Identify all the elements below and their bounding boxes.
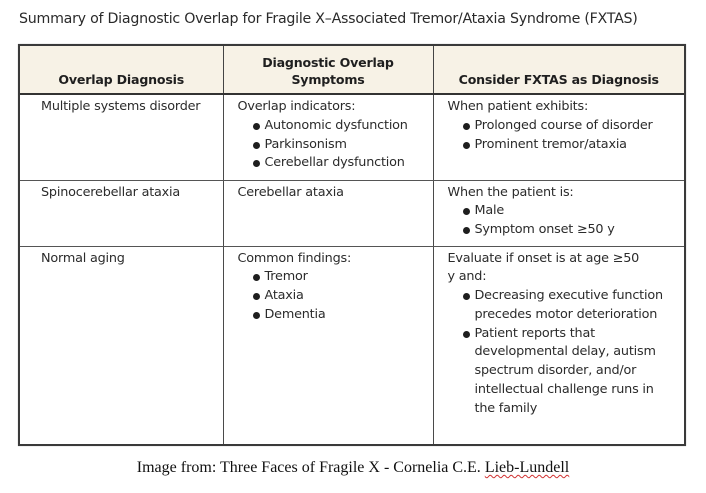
list-item-text: Male bbox=[474, 203, 505, 219]
list-item-text: Patient reports that developmental delay, autism spectrum disorder, and/or intellectual challenge runs in the family bbox=[474, 325, 656, 416]
bullet-icon bbox=[253, 312, 260, 319]
symptoms-intro: Cerebellar ataxia bbox=[237, 184, 344, 200]
list-item bbox=[462, 136, 679, 155]
cell-overlap-diagnosis: Normal aging bbox=[20, 246, 223, 444]
caption-author-surname: Lieb-Lundell bbox=[484, 459, 570, 476]
list-item-text: Dementia bbox=[264, 306, 326, 322]
list-item bbox=[252, 136, 427, 155]
diagnostic-overlap-table bbox=[18, 44, 686, 446]
symptoms-list bbox=[238, 268, 427, 324]
symptoms-list bbox=[238, 117, 427, 173]
consider-intro: When the patient is: bbox=[447, 184, 574, 200]
bullet-icon bbox=[253, 142, 260, 149]
list-item bbox=[462, 221, 679, 240]
bullet-icon bbox=[253, 160, 260, 167]
list-item bbox=[252, 287, 427, 306]
list-item-text: Symptom onset ≥50 y bbox=[474, 222, 615, 238]
bullet-icon bbox=[463, 227, 470, 234]
list-item-text: Decreasing executive function precedes motor deterioration bbox=[474, 288, 663, 322]
column-header-overlap-diagnosis: Overlap Diagnosis bbox=[20, 46, 223, 94]
list-item bbox=[252, 117, 427, 136]
column-header-consider-fxtas: Consider FXTAS as Diagnosis bbox=[433, 46, 684, 94]
document-title: Summary of Diagnostic Overlap for Fragile X–Associated Tremor/Ataxia Syndrome (FXTAS) bbox=[19, 11, 638, 27]
cell-overlap-diagnosis: Spinocerebellar ataxia bbox=[20, 180, 223, 246]
symptoms-intro: Overlap indicators: bbox=[237, 99, 356, 114]
image-source-caption bbox=[0, 459, 706, 477]
table-row bbox=[20, 180, 684, 246]
list-item-text: Cerebellar dysfunction bbox=[264, 155, 405, 171]
table-header-row bbox=[20, 46, 684, 94]
list-item-text: Tremor bbox=[264, 269, 308, 285]
cell-consider-fxtas bbox=[433, 94, 684, 180]
list-item-text: Ataxia bbox=[264, 288, 304, 304]
list-item-text: Autonomic dysfunction bbox=[264, 117, 408, 133]
list-item-text: Prominent tremor/ataxia bbox=[474, 136, 627, 152]
cell-consider-fxtas bbox=[433, 246, 684, 444]
list-item-text: Parkinsonism bbox=[264, 136, 347, 152]
list-item bbox=[462, 117, 679, 136]
caption-text: Image from: Three Faces of Fragile X - Cornelia C.E. bbox=[136, 459, 485, 476]
list-item bbox=[462, 287, 667, 325]
table-row bbox=[20, 94, 684, 180]
consider-list bbox=[448, 202, 679, 240]
column-header-diagnostic-overlap-symptoms: Diagnostic Overlap Symptoms bbox=[223, 46, 433, 94]
cell-overlap-symptoms bbox=[223, 94, 433, 180]
bullet-icon bbox=[463, 331, 470, 338]
cell-overlap-symptoms bbox=[223, 246, 433, 444]
consider-list bbox=[448, 287, 667, 419]
list-item bbox=[252, 306, 427, 325]
bullet-icon bbox=[253, 293, 260, 300]
cell-overlap-diagnosis: Multiple systems disorder bbox=[20, 94, 223, 180]
bullet-icon bbox=[463, 208, 470, 215]
list-item-text: Prolonged course of disorder bbox=[474, 117, 653, 133]
bullet-icon bbox=[253, 123, 260, 130]
consider-intro: Evaluate if onset is at age ≥50 y and: bbox=[447, 250, 640, 285]
table-row bbox=[20, 246, 684, 444]
consider-list bbox=[448, 117, 679, 155]
bullet-icon bbox=[253, 274, 260, 281]
bullet-icon bbox=[463, 293, 470, 300]
symptoms-intro: Common findings: bbox=[237, 250, 352, 266]
list-item bbox=[252, 154, 427, 173]
cell-overlap-symptoms bbox=[223, 180, 433, 246]
list-item bbox=[462, 325, 667, 419]
list-item bbox=[252, 268, 427, 287]
consider-intro: When patient exhibits: bbox=[447, 99, 589, 114]
list-item bbox=[462, 202, 679, 221]
bullet-icon bbox=[463, 123, 470, 130]
cell-consider-fxtas bbox=[433, 180, 684, 246]
bullet-icon bbox=[463, 142, 470, 149]
